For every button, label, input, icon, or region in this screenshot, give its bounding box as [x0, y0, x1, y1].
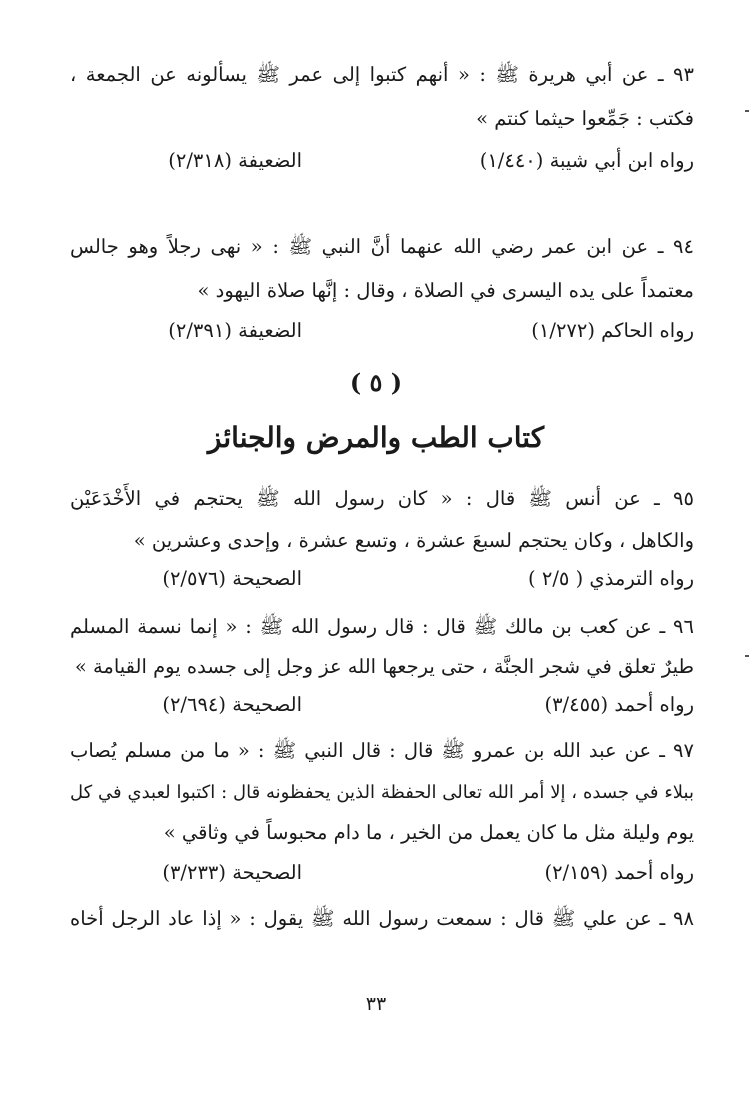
chapter-number: ( ٥ )	[349, 368, 403, 397]
hadith-96-reference	[70, 690, 694, 720]
hadith-95-reference	[70, 564, 694, 594]
chapter-title: كتاب الطب والمرض والجنائز	[207, 421, 545, 454]
hadith-94-line-2: معتمداً على يده اليسرى في الصلاة ، وقال : إنَّها صلاة اليهود »	[197, 279, 694, 302]
hadith-97-line-3: يوم وليلة مثل ما كان يعمل من الخير ، ما دام محبوساً في وثاقي »	[163, 821, 694, 844]
hadith-94-line-1: ٩٤ ـ عن ابن عمر رضي الله عنهما أنَّ النبي ﷺ : « نهى رجلاً وهو جالس	[70, 235, 694, 258]
hadith-93-line-1: ٩٣ ـ عن أبي هريرة ﷺ : « أنهم كتبوا إلى عمر ﷺ يسألونه عن الجمعة ،	[70, 63, 694, 86]
hadith-96-line-2: طيرٌ تعلق في شجر الجنَّة ، حتى يرجعها الله عز وجل إلى جسده يوم القيامة »	[74, 655, 694, 678]
hadith-96-source: رواه أحمد (٣/٤٥٥)	[544, 693, 694, 716]
hadith-95-grade: الصحيحة (٢/٥٧٦)	[162, 567, 302, 590]
hadith-94-grade: الضعيفة (٢/٣٩١)	[168, 319, 302, 342]
hadith-93-source: رواه ابن أبي شيبة (١/٤٤٠)	[479, 149, 694, 172]
margin-tick	[745, 110, 749, 112]
hadith-97-source: رواه أحمد (٢/١٥٩)	[544, 861, 694, 884]
hadith-96-line-1: ٩٦ ـ عن كعب بن مالك ﷺ قال : قال رسول الله ﷺ : « إنما نسمة المسلم	[70, 615, 694, 638]
hadith-95-line-1: ٩٥ ـ عن أنس ﷺ قال : « كان رسول الله ﷺ يحتجم في الأَخْدَعَيْن	[70, 487, 694, 510]
hadith-93-grade: الضعيفة (٢/٣١٨)	[168, 149, 302, 172]
hadith-96-grade: الصحيحة (٢/٦٩٤)	[162, 693, 302, 716]
hadith-95-line-2: والكاهل ، وكان يحتجم لسبعَ عشرة ، وتسع عشرة ، وإحدى وعشرين »	[133, 529, 694, 552]
hadith-93-reference	[70, 146, 694, 176]
page-number: ٣٣	[365, 993, 387, 1015]
hadith-97-line-1: ٩٧ ـ عن عبد الله بن عمرو ﷺ قال : قال النبي ﷺ : « ما من مسلم يُصاب	[70, 739, 694, 762]
hadith-97-grade: الصحيحة (٣/٢٣٣)	[162, 861, 302, 884]
hadith-94-reference	[70, 316, 694, 346]
hadith-95-source: رواه الترمذي ( ٢/٥ )	[528, 567, 694, 590]
hadith-97-line-2: ببلاء في جسده ، إلا أمر الله تعالى الحفظة الذين يحفظونه قال : اكتبوا لعبدي في كل	[70, 782, 694, 803]
hadith-98-line-1: ٩٨ ـ عن علي ﷺ قال : سمعت رسول الله ﷺ يقول : « إذا عاد الرجل أخاه	[70, 907, 694, 930]
hadith-97-reference	[70, 858, 694, 888]
margin-tick	[745, 655, 749, 657]
hadith-93-line-2: فكتب : جَمِّعوا حيثما كنتم »	[476, 107, 694, 130]
hadith-94-source: رواه الحاكم (١/٢٧٢)	[531, 319, 694, 342]
